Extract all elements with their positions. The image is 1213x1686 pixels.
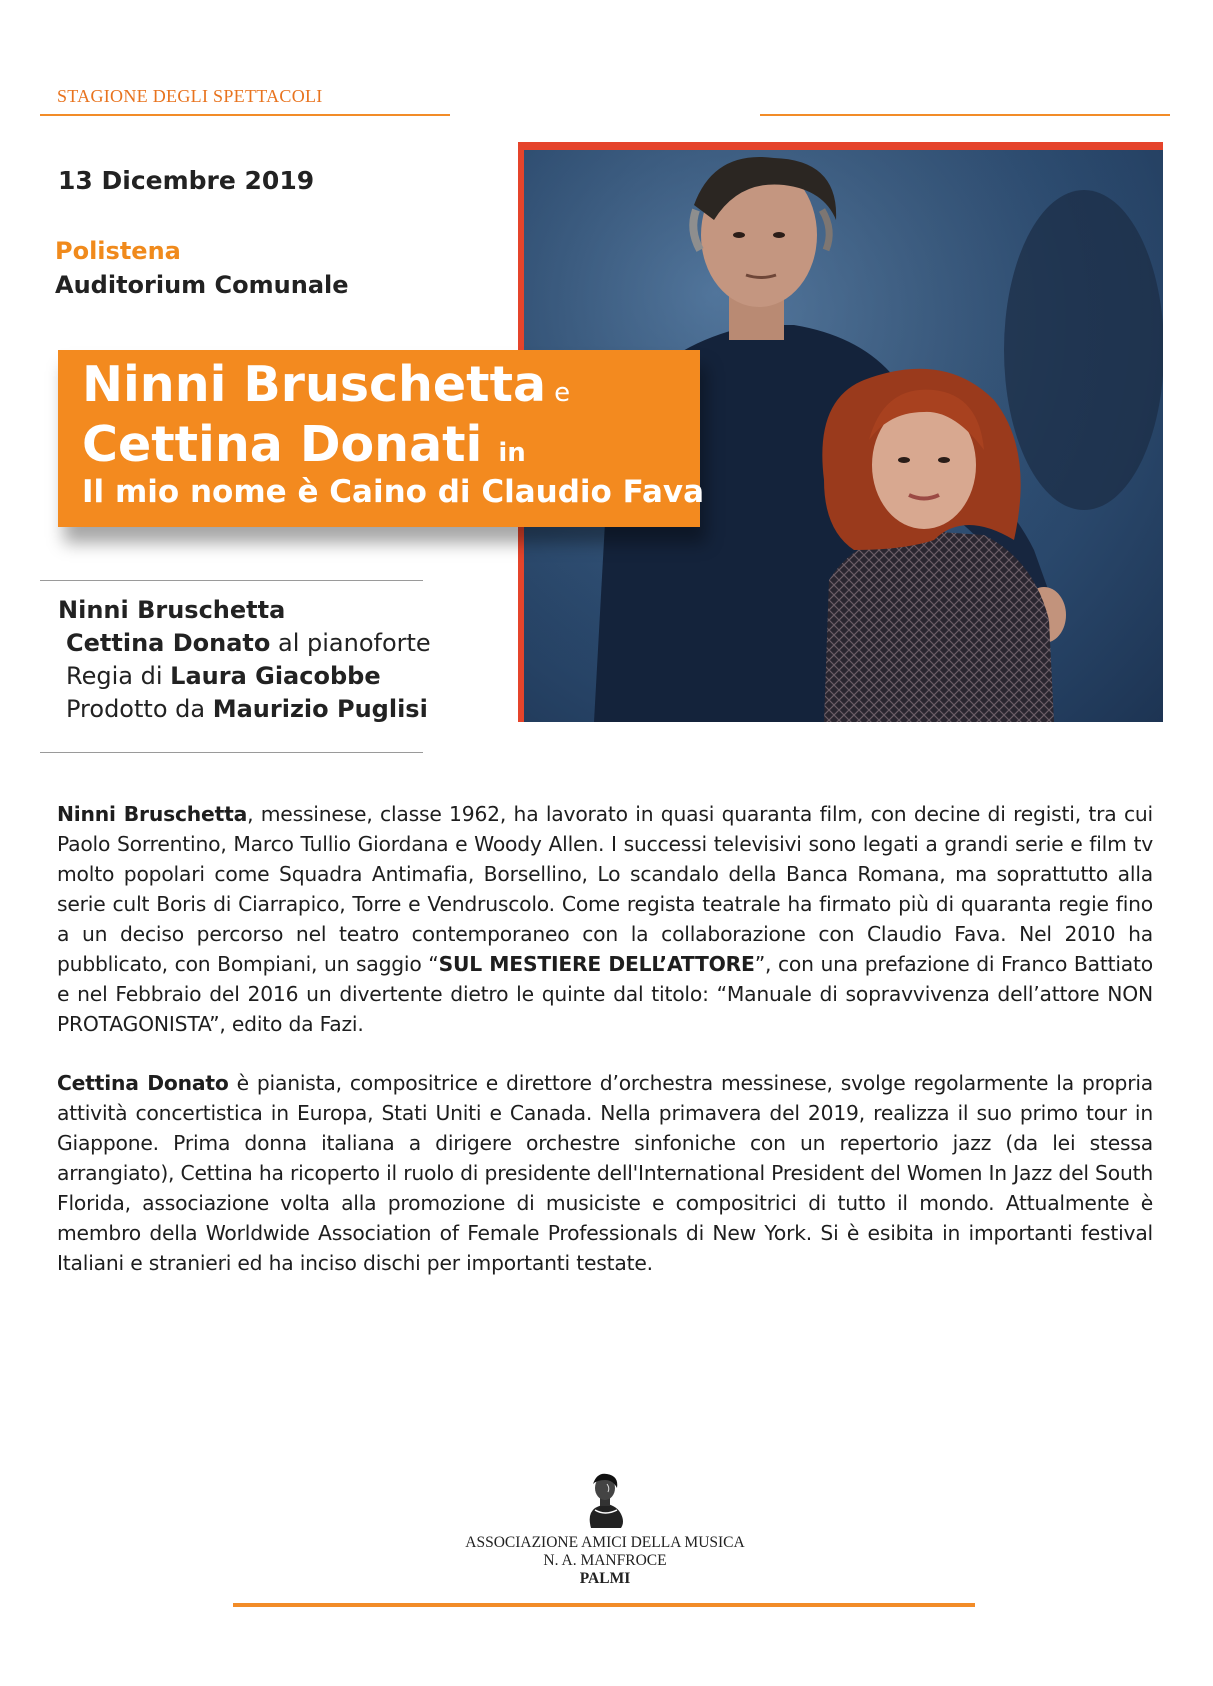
title-play: Il mio nome è Caino di Claudio Fava [82,474,705,510]
credit-pianist: Cettina Donato [66,629,271,657]
header-rule-right [760,114,1170,116]
title-line-1 [82,356,570,413]
association-city: PALMI [579,1570,631,1587]
credit-director: Laura Giacobbe [170,662,381,690]
credit-pianist-role: al pianoforte [278,629,431,657]
credit-director-label: Regia di [66,662,163,690]
credit-line-1 [58,594,431,627]
bio-bruschetta [57,799,1153,1039]
title-conjunction: e [554,378,571,408]
bio-bruschetta-text-a: , messinese, classe 1962, ha lavorato in quasi quaranta film, con decine di registi, tra cui Paolo Sorrentino, Marco Tullio Giordana e Woody Allen. I successi televisivi sono legati a grandi serie e film tv molto popolari come Squadra Antimafia, Borsellino, Lo scandalo della Banca Romana, ma soprattutto alla serie cult Boris di Ciarrapico, Torre e Vendruscolo. Come regista teatrale ha firmato più di quaranta regie fino a un deciso percorso nel teatro contemporaneo con la collaborazione con Claudio Fava. Nel 2010 ha pubblicato, con Bompiani, un saggio “ [57,802,1153,976]
bio-donato [57,1068,1153,1278]
association-line-1: ASSOCIAZIONE AMICI DELLA MUSICA [465,1534,745,1551]
credits-block [58,594,431,726]
event-city: Polistena [55,237,181,265]
season-label: STAGIONE DEGLI SPETTACOLI [57,86,323,106]
event-venue: Auditorium Comunale [55,271,349,299]
footer-rule [233,1603,975,1607]
bio-bruschetta-text-b: ”, con una prefazione di Franco Battiato e nel Febbraio del 2016 un divertente dietro le quinte dal titolo: “Manuale di sopravvivenza dell’attore NON PROTAGONISTA”, edito da Fazi. [57,952,1153,1036]
header-rule-left [40,114,450,116]
credit-line-3 [58,660,431,693]
credit-line-2 [58,627,431,660]
credit-line-4 [58,693,431,726]
bio-donato-name: Cettina Donato [57,1071,229,1095]
title-banner [58,350,705,527]
event-date: 13 Dicembre 2019 [58,166,315,195]
title-name-1: Ninni Bruschetta [82,356,547,413]
composer-bust-icon [577,1470,633,1530]
credit-producer: Maurizio Puglisi [212,695,428,723]
bio-bruschetta-book: SUL MESTIERE DELL’ATTORE [438,952,755,976]
credit-producer-label: Prodotto da [66,695,206,723]
title-preposition: in [498,438,526,468]
credits-rule-top [40,580,423,581]
credit-actor: Ninni Bruschetta [58,596,286,624]
association-line-2: N. A. MANFROCE [543,1552,667,1569]
credits-rule-bottom [40,752,423,753]
bio-donato-text: è pianista, compositrice e direttore d’orchestra messinese, svolge regolarmente la propria attività concertistica in Europa, Stati Uniti e Canada. Nella primavera del 2019, realizza il suo primo tour in Giappone. Prima donna italiana a dirigere orchestre sinfoniche con un repertorio jazz (da lei stessa arrangiato), Cettina ha ricoperto il ruolo di presidente dell'International President del Women In Jazz del South Florida, associazione volta alla promozione di musiciste e compositrici di tutto il mondo. Attualmente è membro della Worldwide Association of Female Professionals di New York. Si è esibita in importanti festival Italiani e stranieri ed ha inciso dischi per importanti testate. [57,1071,1153,1275]
association-name [400,1534,810,1588]
title-name-2: Cettina Donati [82,416,483,473]
bio-bruschetta-name: Ninni Bruschetta [57,802,248,826]
title-line-2 [82,416,526,473]
